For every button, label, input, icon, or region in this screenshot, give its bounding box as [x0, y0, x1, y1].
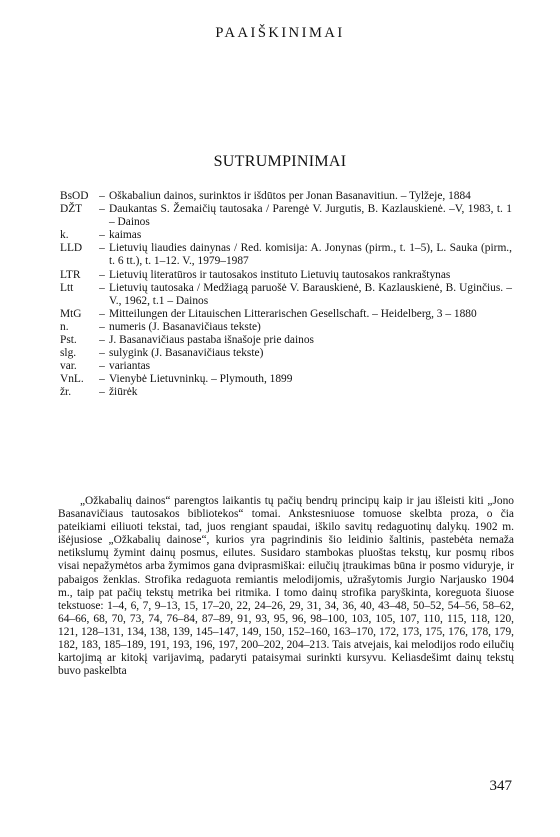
abbreviation-definition: Lietuvių literatūros ir tautosakos instituto Lietuvių tautosakos rankraštynas	[109, 268, 451, 281]
abbreviation-definition: Oškabaliun dainos, surinktos ir išdūtos per Jonan Basanavitiun. – Tylžeje, 1884	[109, 190, 471, 202]
abbreviation-row	[60, 269, 512, 282]
abbreviation-row	[60, 321, 512, 334]
abbreviation-row	[60, 242, 512, 268]
abbreviation-key: VnL.	[60, 373, 84, 386]
abbreviation-dash: –	[99, 334, 105, 347]
abbreviation-key: Pst.	[60, 334, 77, 347]
abbreviation-row	[60, 373, 512, 386]
abbreviation-row	[60, 360, 512, 373]
abbreviation-key: var.	[60, 360, 77, 373]
section-title: SUTRUMPINIMAI	[213, 153, 347, 170]
abbreviation-key: n.	[60, 320, 69, 333]
abbreviation-list	[60, 190, 512, 400]
abbreviation-dash: –	[99, 386, 105, 399]
abbreviation-dash: –	[99, 320, 105, 333]
abbreviation-row	[60, 229, 512, 242]
abbreviation-dash: –	[99, 281, 105, 294]
abbreviation-definition: Mitteilungen der Litauischen Litterarischen Gesellschaft. – Heidelberg, 3 – 1880	[109, 307, 477, 320]
abbreviation-row	[60, 334, 512, 347]
abbreviation-definition: žiūrėk	[109, 386, 138, 399]
abbreviation-dash: –	[99, 373, 105, 386]
abbreviation-row	[60, 386, 512, 399]
abbreviation-row	[60, 203, 512, 229]
page-number: 347	[489, 778, 512, 794]
abbreviation-definition: Vienybė Lietuvninkų. – Plymouth, 1899	[109, 373, 293, 386]
abbreviation-key: BsOD	[60, 190, 89, 202]
abbreviation-key: MtG	[60, 307, 82, 320]
abbreviation-definition: J. Basanavičiaus pastaba išnašoje prie dainos	[109, 334, 314, 347]
abbreviation-dash: –	[99, 229, 105, 242]
body-paragraph: „Ožkabalių dainos“ parengtos laikantis tų pačių bendrų principų kaip ir jau išleisti kiti „Jono Basanavičiaus tautosakos bibliotekos“ tomai. Ankstesniuose tomuose skelbta proza, o čia pateikiami eiliuoti tekstai, tad, juos rengiant spaudai, iškilo savitų redaguotinų dalykų. 1902 m. išėjusiose „Ožkabalių dainose“, kurios yra pagrindinis šio leidinio šaltinis, pastebėta nemaža netikslumų žymint dainų posmus, eilutes. Susidaro stambokas pluoštas tekstų, kur posmų ribos visai nepažymėtos arba žymimos gana dviprasmiškai: eilučių įtraukimas būna ir posmo viduryje, ir pabaigos ženklas. Strofika redaguota remiantis melodijomis, užrašytomis Jurgio Narjausko 1904 m., taip pat pačių tekstų metrika bei ritmika. I tomo dainų strofika paryškinta, koreguota šiuose tekstuose: 1–4, 6, 7, 9–13, 15, 17–20, 22, 24–26, 29, 31, 34, 36, 40, 43–48, 50–52, 54–56, 58–62, 64–66, 68, 70, 73, 74, 76–84, 87–89, 91, 93, 95, 96, 98–100, 103, 105, 107, 110, 115, 118, 120, 121, 128–131, 134, 138, 139, 145–147, 149, 150, 152–160, 163–170, 172, 173, 175, 176, 178, 179, 182, 183, 185–189, 191, 193, 196, 197, 200–202, 204–213. Tais atvejais, kai melodijos rodo eilučių kartojimą ar kitokį varijavimą, padaryti pataisymai surinkti kursyvu. Keliasdešimt dainų tekstų buvo paskelbta	[58, 495, 514, 678]
abbreviation-definition: kaimas	[109, 229, 142, 242]
abbreviation-key: žr.	[60, 386, 72, 399]
abbreviation-definition: Lietuvių tautosaka / Medžiagą paruošė V. Barauskienė, B. Kazlauskienė, B. Uginčius. –V., 1962, t.1 – Dainos	[109, 281, 512, 307]
abbreviation-dash: –	[99, 190, 105, 202]
abbreviation-key: Ltt	[60, 281, 74, 294]
abbreviation-dash: –	[99, 307, 105, 320]
abbreviation-dash: –	[99, 347, 105, 360]
abbreviation-row	[60, 308, 512, 321]
abbreviation-definition: variantas	[109, 360, 151, 373]
abbreviation-row	[60, 190, 512, 203]
abbreviation-key: LTR	[60, 268, 81, 281]
abbreviation-key: slg.	[60, 347, 77, 360]
abbreviation-dash: –	[99, 242, 105, 255]
abbreviation-dash: –	[99, 203, 105, 216]
abbreviation-definition: numeris (J. Basanavičiaus tekste)	[109, 320, 261, 333]
abbreviation-key: DŽT	[60, 203, 83, 216]
abbreviation-definition: Lietuvių liaudies dainynas / Red. komisija: A. Jonynas (pirm., t. 1–5), L. Sauka (pirm., t. 6 tt.), t. 1–12. V., 1979–1987	[109, 242, 512, 268]
abbreviation-dash: –	[99, 268, 105, 281]
abbreviation-key: LLD	[60, 242, 83, 255]
abbreviation-dash: –	[99, 360, 105, 373]
abbreviation-definition: Daukantas S. Žemaičių tautosaka / Parengė V. Jurgutis, B. Kazlauskienė. –V, 1983, t. 1 – Dainos	[109, 203, 512, 229]
running-head: PAAIŠKINIMAI	[215, 25, 345, 41]
abbreviation-row	[60, 347, 512, 360]
abbreviation-definition: sulygink (J. Basanavičiaus tekste)	[109, 347, 264, 360]
abbreviation-key: k.	[60, 229, 69, 242]
abbreviation-row	[60, 282, 512, 308]
